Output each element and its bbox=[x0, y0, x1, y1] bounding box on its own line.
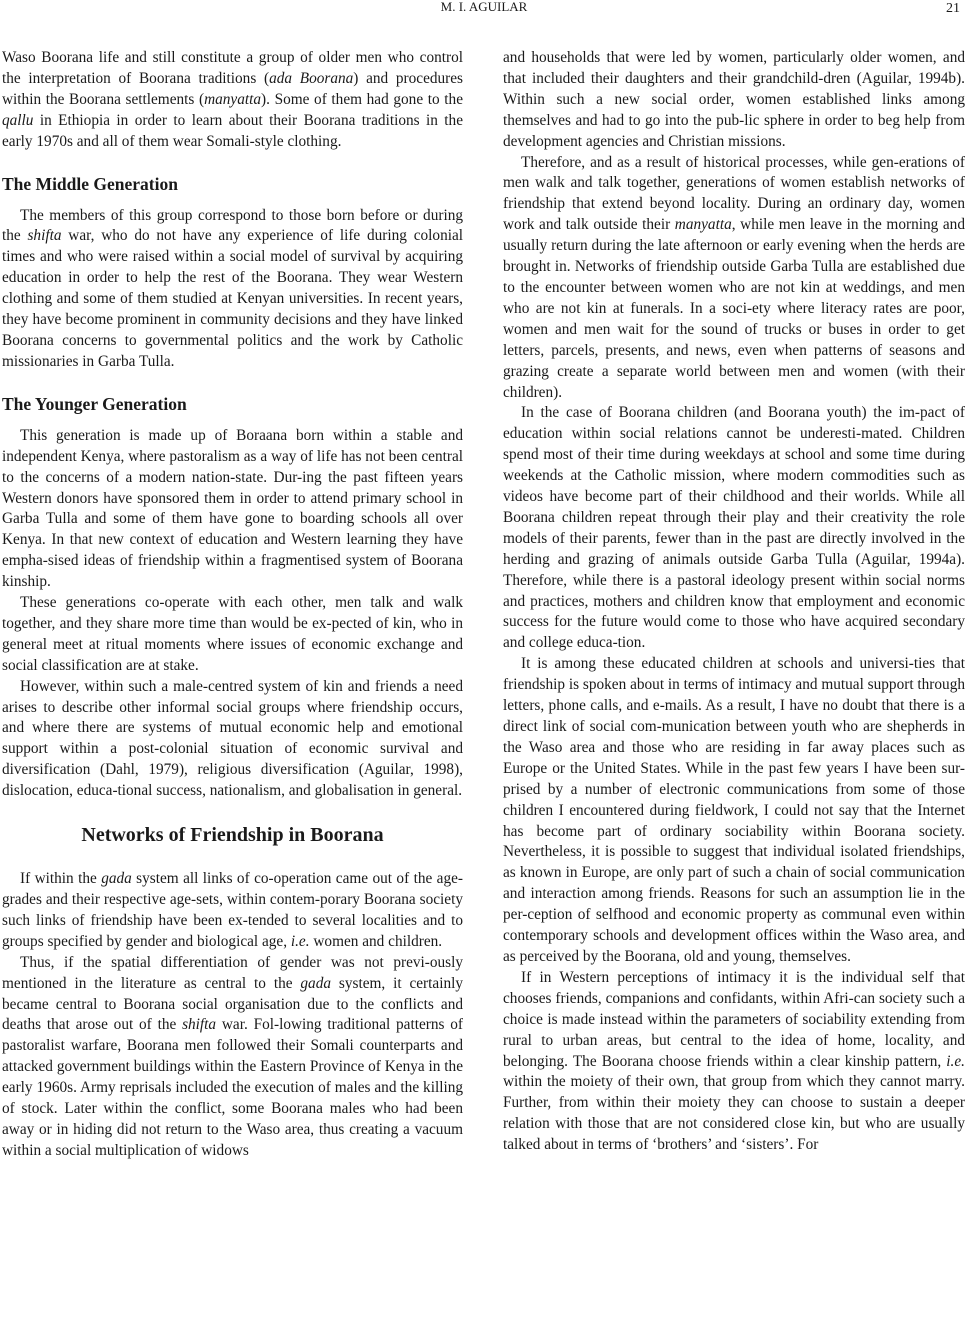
paragraph: However, within such a male-centred system of kin and friends a need arises to describe other informal social groups where friendship occurs, and where there are systems of mutual economic help and emotional support within a post-colonial situation of economic survival and diversification (Dahl, 1979), religious diversification (Aguilar, 1998), dislocation, educa-tional success, nationalism, and globalisation in general. bbox=[2, 677, 463, 800]
paragraph: If within the gada system all links of co-operation came out of the age-grades and their respective age-sets, within contem-porary Boorana society such links of friendship have been ex-tended to several localities and to groups specified by gender and biological age, i.e. women and children. bbox=[2, 870, 463, 950]
paragraph: In the case of Boorana children (and Boorana youth) the im-pact of education within social relations cannot be underesti-mated. Children spend most of their time during weekdays at school and some time during weekends at the Catholic mission, where modern commodities such as videos have become part of their childhood and their worlds. While all Boorana children repeat through their play and their creativity the role models of their parents, fewer than in the past are directly involved in the herding and grazing of animals outside Garba Tulla (Aguilar, 1994a). Therefore, while there is a pastoral ideology present within social norms and practices, mothers and children know that employment and economic success for the future would come to those who have acquired secondary and college educa-tion. bbox=[503, 404, 965, 652]
section-heading: Networks of Friendship in Boorana bbox=[81, 824, 384, 847]
paragraph: This generation is made up of Boraana born within a stable and independent Kenya, where pastoralism as a way of life has not been central to the concerns of a modern nation-state. Dur-ing the past fifteen years Western donors have sponsored them in order to attend primary school in Garba Tulla and some of them have gone to boarding schools all over Kenya. In that new context of education and Western learning they have empha-sised ideas of friendship within a fragmentised system of Boorana kinship. bbox=[2, 426, 463, 591]
paragraph: These generations co-operate with each other, men talk and walk together, and they share more time than would be ex-pected of kin, who in general meet at ritual moments where issues of economic exchange and social classification are at stake. bbox=[2, 594, 463, 674]
subheading-younger-generation: The Younger Generation bbox=[2, 393, 187, 414]
paragraph: If in Western perceptions of intimacy it is the individual self that chooses friends, companions and confidants, within Afri-can society such a choice is made instead within the parameters of sociability extending from rural to urban areas, but central to the idea of home, locality, and belonging. The Boorana choose friends within a clear kinship pattern, i.e. within the moiety of their own, that group from which they cannot marry. Further, from within their moiety they can choose to sustain a deeper relation with those that are not considered close kin, but who are usually talked about in terms of ‘brothers’ and ‘sisters’. For bbox=[503, 968, 965, 1154]
subheading-middle-generation: The Middle Generation bbox=[2, 173, 178, 194]
left-column bbox=[2, 48, 463, 1162]
paragraph: Waso Boorana life and still constitute a group of older men who control the interpretation of Boorana traditions (ada Boorana) and procedures within the Boorana settlements (manyatta). Some of them had gone to the qallu in Ethiopia in order to learn about their Boorana traditions in the early 1970s and all of them wear Somali-style clothing. bbox=[2, 49, 464, 150]
paragraph: The members of this group correspond to those born before or during the shifta war, who do not have any experience of life during colonial times and who were raised within a social model of survival by acquiring education in order to help the rest of the Boorana. They wear Western clothing and some of them studied at Kenyan universities. In recent years, they have become prominent in community decisions and they have linked Boorana concerns to governmental politics and the work by Catholic missionaries in Garba Tulla. bbox=[2, 206, 464, 370]
paragraph: It is among these educated children at schools and universi-ties that friendship is spoken about in terms of intimacy and mutual support through letters, phone calls, and e-mails. As a result, I have no doubt that there is a direct link of social com-munication between youth who are shepherds in the Waso area and those who are residing in far away places such as Europe or the United States. While in the past few years I have been sur-prised by a number of electronic communications from some of those children I encountered during fieldwork, I could not say that the Internet has become part of ordinary sociability within Boorana society. Nevertheless, it is possible to suggest that individual isolated friendships, as known in Europe, are only part of such a chain of social communication and interaction among friends. Reasons for such an assumption lie in the per-ception of selfhood and economic property as communal even within contemporary schools and development offices within the Waso area, and as perceived by the Boorana, old and young, themselves. bbox=[503, 655, 965, 965]
paragraph: Thus, if the spatial differentiation of gender was not previ-ously mentioned in the literature as central to the gada system, it certainly became central to Boorana social organisation due to the conflicts and deaths that arose out of the shifta war. Fol-lowing traditional patterns of pastoralist warfare, Boorana men followed their Somali counterparts and attacked government buildings within the Eastern Province of Kenya in the early 1960s. Army reprisals included the execution of males and the killing of stock. Later within the conflict, some Boorana males who had been away or in hiding did not return to the Waso area, thus creating a vacuum within a social multiplication of widows bbox=[2, 953, 463, 1159]
page-number: 21 bbox=[946, 1, 960, 16]
running-head bbox=[0, 0, 968, 22]
paragraph: Therefore, and as a result of historical processes, while gen-erations of men walk and talk together, generations of women establish networks of friendship that extend beyond locality. During an ordinary day, women work and talk outside their manyatta, while men leave in the morning and usually return during the late afternoon or early evening when the herds are brought in. Networks of friendship outside Garba Tulla are established due to the encounter between women who are not kin at weddings, and men who are not kin at funerals. In a soci-ety where literacy rates are poor, women and men wait for the sound of trucks or buses in order to get letters, parcels, presents, and news, even when patterns of seasons and grazing create a separate world between men and women (with their children). bbox=[503, 153, 965, 401]
right-column bbox=[503, 48, 965, 1156]
paragraph: and households that were led by women, particularly older women, and that included their daughters and their grandchild-dren (Aguilar, 1994b). Within such a new social order, women established links among themselves and had to go into the pub-lic sphere in order to beg help from development agencies and Christian missions. bbox=[503, 49, 965, 150]
running-head-author: M. I. AGUILAR bbox=[440, 0, 528, 14]
